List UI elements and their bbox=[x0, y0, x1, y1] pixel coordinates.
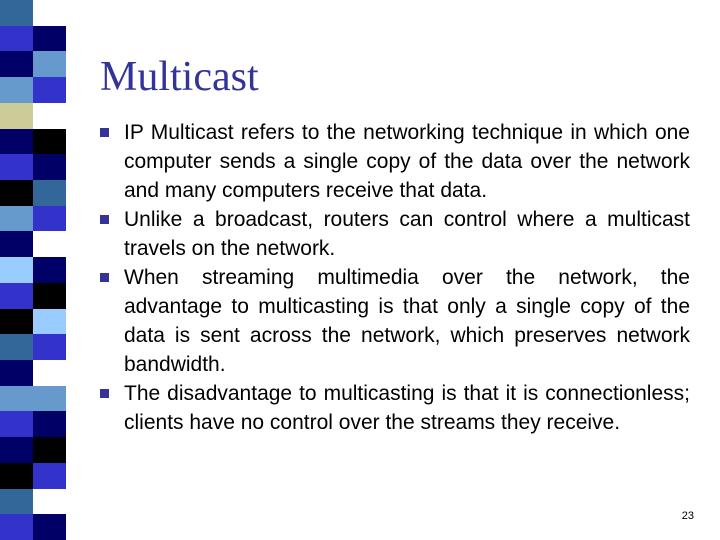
stripe-block bbox=[0, 26, 33, 52]
stripe-block bbox=[33, 26, 66, 52]
stripe-block bbox=[33, 360, 66, 386]
stripe-block bbox=[33, 411, 66, 437]
stripe-block bbox=[0, 437, 33, 463]
stripe-block bbox=[33, 309, 66, 335]
slide-title: Multicast bbox=[100, 54, 259, 100]
stripe-block bbox=[0, 154, 33, 180]
stripe-block bbox=[33, 257, 66, 283]
bullet-item bbox=[96, 379, 690, 437]
stripe-block bbox=[0, 334, 33, 360]
stripe-block bbox=[0, 411, 33, 437]
stripe-block bbox=[0, 180, 33, 206]
stripe-block bbox=[0, 489, 33, 515]
stripe-block bbox=[33, 51, 66, 77]
bullet-list bbox=[96, 118, 690, 437]
stripe-block bbox=[0, 103, 33, 129]
stripe-block bbox=[33, 283, 66, 309]
bullet-text: Unlike a broadcast, routers can control where a multicast travels on the network. bbox=[124, 208, 690, 260]
stripe-block bbox=[0, 360, 33, 386]
square-bullet-icon bbox=[100, 389, 109, 398]
bullet-text: When streaming multimedia over the network, the advantage to multicasting is that only a single copy of the data is sent across the network, which preserves network bandwidth. bbox=[124, 266, 690, 376]
stripe-block bbox=[33, 514, 66, 540]
stripe-block bbox=[33, 103, 66, 129]
stripe-block bbox=[0, 309, 33, 335]
stripe-block bbox=[0, 386, 33, 412]
stripe-block bbox=[33, 231, 66, 257]
stripe-block bbox=[33, 180, 66, 206]
stripe-block bbox=[0, 51, 33, 77]
stripe-block bbox=[0, 463, 33, 489]
stripe-block bbox=[0, 206, 33, 232]
stripe-block bbox=[0, 0, 33, 26]
bullet-item bbox=[96, 263, 690, 379]
stripe-block bbox=[0, 231, 33, 257]
bullet-item bbox=[96, 205, 690, 263]
square-bullet-icon bbox=[100, 273, 109, 282]
stripe-block bbox=[33, 154, 66, 180]
bullet-text: IP Multicast refers to the networking technique in which one computer sends a single copy of the data over the network and many computers receive that data. bbox=[124, 121, 690, 202]
title-rule bbox=[98, 108, 678, 109]
page-number: 23 bbox=[681, 510, 694, 522]
square-bullet-icon bbox=[100, 215, 109, 224]
stripe-block bbox=[0, 257, 33, 283]
stripe-block bbox=[33, 489, 66, 515]
stripe-block bbox=[33, 0, 66, 26]
square-bullet-icon bbox=[100, 128, 109, 137]
stripe-block bbox=[0, 514, 33, 540]
stripe-block bbox=[33, 77, 66, 103]
stripe-block bbox=[33, 129, 66, 155]
stripe-block bbox=[0, 283, 33, 309]
bullet-item bbox=[96, 118, 690, 205]
stripe-block bbox=[33, 463, 66, 489]
bullet-text: The disadvantage to multicasting is that it is connectionless; clients have no control over the streams they receive. bbox=[124, 382, 690, 434]
stripe-block bbox=[0, 77, 33, 103]
stripe-block bbox=[33, 386, 66, 412]
stripe-column-right bbox=[33, 0, 66, 540]
stripe-block bbox=[33, 334, 66, 360]
stripe-block bbox=[33, 206, 66, 232]
stripe-block bbox=[33, 437, 66, 463]
decorative-stripe bbox=[0, 0, 66, 540]
stripe-column-left bbox=[0, 0, 33, 540]
stripe-block bbox=[0, 129, 33, 155]
